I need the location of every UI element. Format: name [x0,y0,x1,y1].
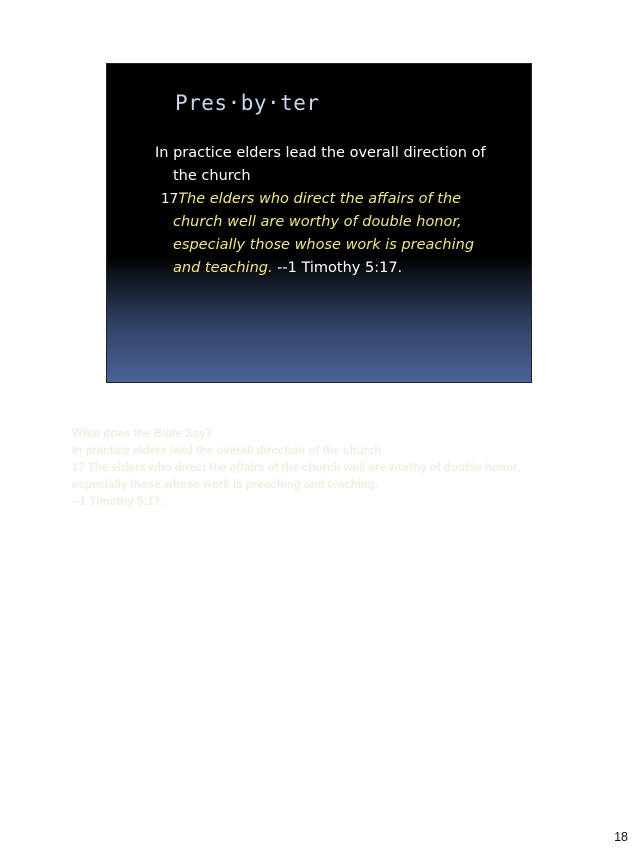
slide-title: Pres·by·ter [175,91,320,115]
slide-body [155,142,505,280]
verse-number: 17 [161,191,179,207]
slide [106,63,532,383]
page-number: 18 [614,830,628,844]
notes-line-verse-continued: especially those whose work is preaching and teaching. [72,479,379,491]
verse-text: The elders who direct the affairs of the church well are worthy of double honor, especially those whose work is preaching and teaching. [173,191,475,276]
scripture-quote [155,188,505,280]
notes-line-verse: 17 The elders who direct the affairs of the church well are worthy of double honor, [72,462,520,474]
notes-line-heading: What does the Bible Say? [72,428,213,440]
verse-reference: --1 Timothy 5:17. [272,260,403,276]
speaker-notes [72,426,572,511]
notes-line-reference: --1 Timothy 5:17. [72,496,164,508]
slide-lead-text: In practice elders lead the overall direction of the church [155,145,486,184]
notes-line-lead: In practice elders lead the overall direction of the church [72,445,382,457]
